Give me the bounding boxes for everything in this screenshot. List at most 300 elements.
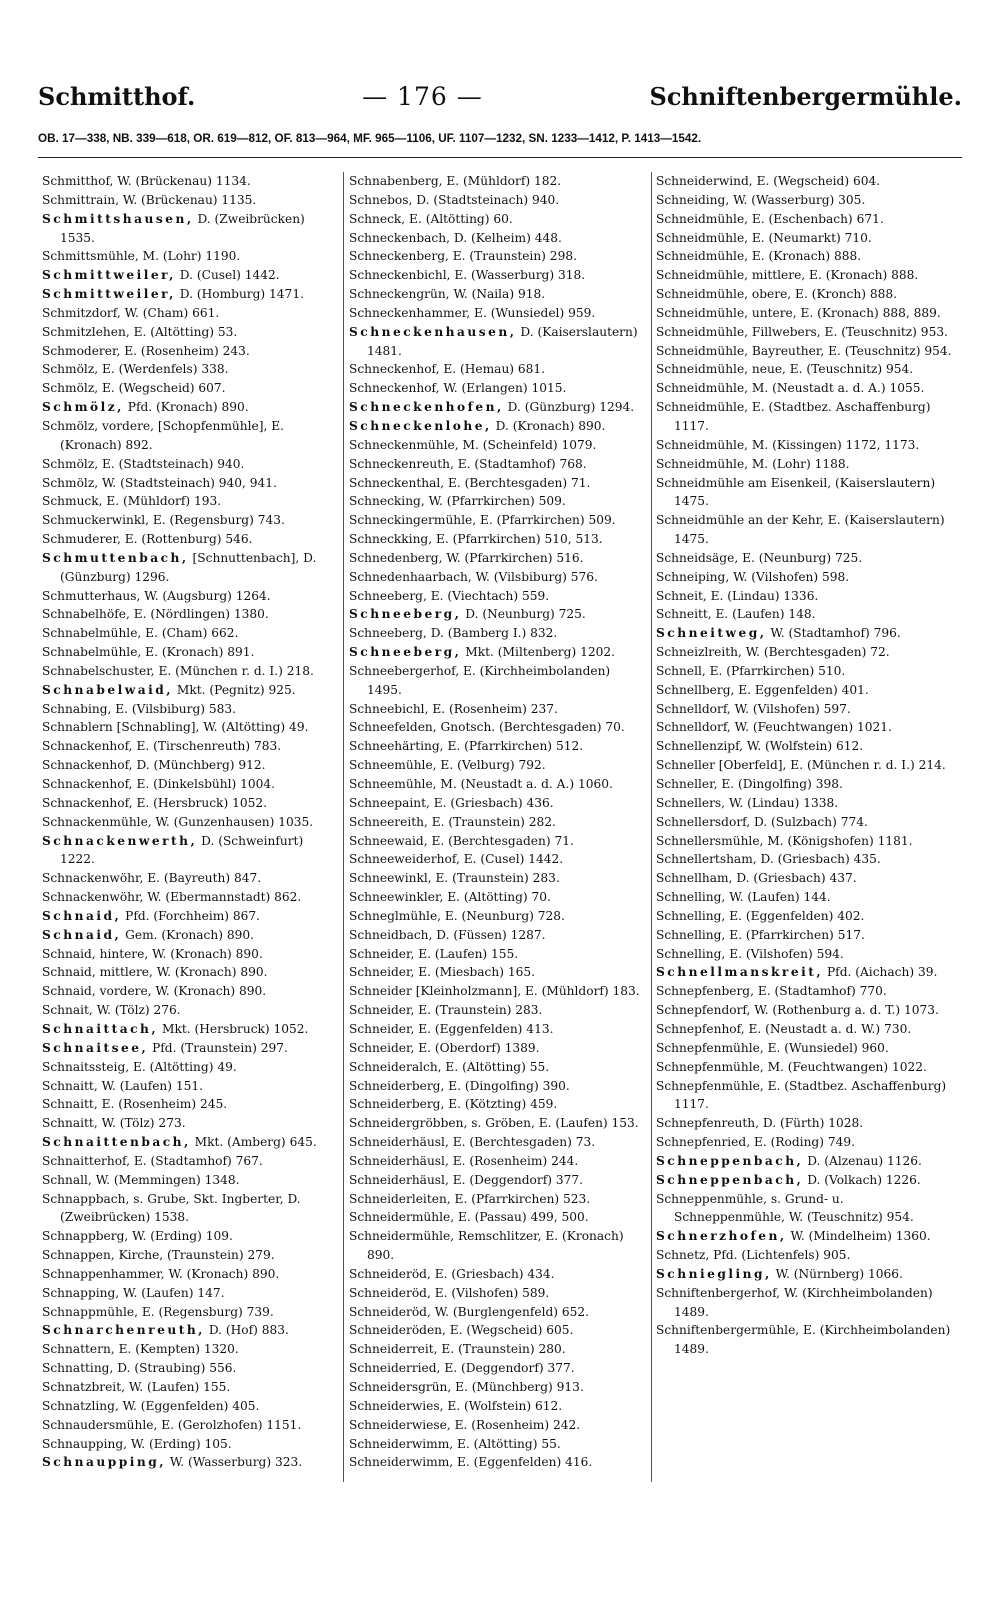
place-details: W. (Erlangen) 1015.	[443, 381, 567, 396]
place-name: Schneewinkl,	[349, 871, 432, 886]
gazetteer-entry	[349, 982, 647, 1001]
place-name: Schneiding,	[656, 192, 730, 207]
place-details: W. (Brückenau) 1134.	[117, 174, 251, 188]
place-name: Schneglmühle,	[349, 908, 442, 923]
place-name: Schnappmühle,	[42, 1304, 138, 1319]
place-details: W. (Burglengenfeld) 652.	[434, 1304, 590, 1319]
place-name: Schneiderwies,	[349, 1398, 444, 1413]
place-name: Schneckenbichl,	[349, 268, 451, 283]
place-details: E. (Rosenheim) 244.	[452, 1153, 579, 1168]
gazetteer-entry	[349, 1453, 647, 1472]
place-details: E. (Tirschenreuth) 783.	[136, 739, 282, 754]
gazetteer-entry	[656, 1171, 954, 1190]
place-name: Schneppenbach,	[656, 1153, 804, 1168]
place-name: Schnelling,	[656, 908, 726, 923]
place-details: W. (Vilsbiburg) 576.	[475, 569, 598, 584]
place-name: Schneckenlohe,	[349, 418, 492, 433]
place-name: Schneiderwiese,	[349, 1417, 451, 1432]
place-name: Schmuttenbach,	[42, 550, 189, 565]
place-details: E. (Altötting) 55.	[445, 1059, 550, 1074]
gazetteer-entry	[349, 775, 647, 794]
place-name: Schnaupping,	[42, 1436, 128, 1451]
place-name: Schmölz,	[42, 400, 124, 415]
place-details: E. (Werdenfels) 338.	[102, 362, 229, 377]
place-name: Schneckenhammer,	[349, 305, 471, 320]
place-details: E. (Velburg) 792.	[440, 758, 546, 773]
place-name: Schneefelden,	[349, 720, 437, 735]
place-name: Schmittsmühle,	[42, 249, 139, 264]
gazetteer-entry	[349, 210, 647, 229]
gazetteer-entry	[349, 323, 647, 361]
gazetteer-entry	[656, 323, 954, 342]
place-details: W. (Stadtamhof) 796.	[770, 626, 901, 641]
gazetteer-entry	[42, 982, 338, 1001]
gazetteer-entry	[349, 587, 647, 606]
place-details: D. (Kaiserslautern) 1481.	[367, 324, 638, 358]
gazetteer-entry	[656, 455, 954, 474]
place-details: W. (Wasserburg) 323.	[169, 1455, 303, 1470]
gazetteer-entry	[42, 247, 338, 266]
gazetteer-entry	[42, 963, 338, 982]
place-details: E. (Wegscheid) 607.	[102, 381, 226, 396]
place-name: Schnelling,	[656, 890, 726, 905]
place-name: Schnecking,	[349, 494, 425, 509]
gazetteer-entry	[42, 1397, 338, 1416]
gazetteer-entry	[349, 549, 647, 568]
gazetteer-entry	[42, 1246, 338, 1265]
gazetteer-entry	[656, 926, 954, 945]
place-name: Schnepfenmühle,	[656, 1078, 764, 1093]
gazetteer-entry	[656, 1190, 954, 1228]
place-name: Schnetz,	[656, 1248, 710, 1263]
gazetteer-entry	[349, 926, 647, 945]
place-details: D. (Homburg) 1471.	[179, 287, 304, 302]
gazetteer-entry	[349, 511, 647, 530]
place-name: Schnackenwöhr,	[42, 890, 144, 905]
place-details: E. (Regensburg) 739.	[141, 1304, 274, 1319]
place-details: E. (Stadtamhof) 768.	[457, 456, 587, 471]
place-details: E. (Regensburg) 743.	[152, 513, 285, 528]
gazetteer-entry	[349, 700, 647, 719]
gazetteer-entry	[349, 1303, 647, 1322]
gazetteer-entry	[349, 474, 647, 493]
place-name: Schneidmühle,	[656, 381, 749, 396]
gazetteer-entry	[349, 417, 647, 436]
place-name: Schneidermühle,	[349, 1210, 455, 1225]
gazetteer-entry	[42, 1095, 338, 1114]
place-name: Schnackenhof,	[42, 758, 133, 773]
gazetteer-entry	[656, 643, 954, 662]
place-name: Schneider,	[349, 965, 415, 980]
place-name: Schneiderreit,	[349, 1342, 438, 1357]
place-details: W. (Erding) 105.	[130, 1436, 232, 1451]
gazetteer-entry	[42, 1340, 338, 1359]
gazetteer-entry	[42, 1416, 338, 1435]
place-details: E. (Deggendorf) 377.	[452, 1172, 583, 1187]
place-name: Schneckenhofen,	[349, 400, 504, 415]
gazetteer-entry	[349, 1227, 647, 1265]
place-details: E. (Rosenheim) 242.	[454, 1417, 581, 1432]
place-details: E. (Hemau) 681.	[443, 362, 546, 377]
place-name: Schneiderried,	[349, 1361, 441, 1376]
gazetteer-entry	[42, 474, 338, 493]
place-details: M. (Lohr) 1188.	[751, 456, 850, 471]
place-name: Schneidmühle,	[656, 249, 749, 264]
place-details: E. (Eggenfelden) 402.	[729, 908, 865, 923]
place-name: Schneideralch,	[349, 1059, 442, 1074]
gazetteer-entry	[349, 1208, 647, 1227]
place-details: vordere, W. (Kronach) 890.	[99, 984, 267, 999]
place-details: am Eisenkeil, (Kaiserslautern) 1475.	[674, 475, 936, 509]
gazetteer-entry	[656, 511, 954, 549]
page-header	[38, 74, 962, 118]
place-details: Remschlitzer, E. (Kronach) 890.	[367, 1229, 624, 1263]
place-details: E. (Rosenheim) 243.	[124, 343, 250, 358]
place-details: D. (Volkach) 1226.	[807, 1172, 921, 1187]
place-details: E. (Wasserburg) 318.	[454, 268, 586, 283]
gazetteer-entry	[42, 1227, 338, 1246]
place-details: W. (Ebermannstadt) 862.	[147, 890, 302, 905]
gazetteer-entry	[42, 1359, 338, 1378]
place-name: Schneebichl,	[349, 701, 429, 716]
place-details: E. (Pfarrkirchen) 510, 513.	[435, 532, 603, 547]
gazetteer-entry	[656, 210, 954, 229]
place-details: M. (Neustadt a. d. A.) 1060.	[440, 777, 613, 791]
place-name: Schmittrain,	[42, 192, 119, 207]
gazetteer-entry	[42, 492, 338, 511]
place-name: Schnaitt,	[42, 1097, 98, 1112]
gazetteer-entry	[349, 1340, 647, 1359]
gazetteer-entry	[42, 1077, 338, 1096]
gazetteer-entry	[42, 945, 338, 964]
place-name: Schnaid,	[42, 927, 122, 942]
place-name: Schneidmühle,	[656, 343, 749, 358]
place-name: Schnepfenmühle,	[656, 1059, 764, 1074]
place-name: Schnepfenhof,	[656, 1021, 745, 1036]
gazetteer-entry	[42, 794, 338, 813]
place-name: Schneiderhäusl,	[349, 1153, 449, 1168]
place-details: E. (Griesbach) 434.	[434, 1266, 555, 1281]
gazetteer-entry	[656, 1265, 954, 1284]
place-details: obere, E. (Kronch) 888.	[751, 287, 898, 302]
place-details: E. (Pfarrkirchen) 517.	[729, 927, 865, 942]
place-details: D. (Griesbach) 435.	[760, 852, 881, 867]
place-name: Schnabing,	[42, 701, 112, 716]
place-details: E. (Neunburg) 728.	[444, 908, 565, 923]
gazetteer-entry	[349, 1416, 647, 1435]
place-name: Schneitt,	[656, 607, 712, 622]
place-details: W. (Memmingen) 1348.	[95, 1172, 240, 1187]
place-name: Schnellenzipf,	[656, 739, 744, 754]
place-name: Schnabelmühle,	[42, 626, 142, 641]
gazetteer-entry	[349, 1020, 647, 1039]
place-name: Schneckenreuth,	[349, 456, 454, 471]
place-details: D. (Alzenau) 1126.	[807, 1153, 922, 1168]
place-name: Schneiderhäusl,	[349, 1172, 449, 1187]
place-details: E. (Cusel) 1442.	[463, 852, 564, 867]
gazetteer-entry	[349, 360, 647, 379]
place-name: Schneideröden,	[349, 1323, 446, 1338]
place-name: Schnackenhof,	[42, 739, 133, 754]
place-name: Schneeweiderhof,	[349, 852, 460, 867]
place-details: E. (Laufen) 148.	[715, 607, 816, 622]
place-name: Schnelling,	[656, 946, 726, 961]
gazetteer-entry	[42, 417, 338, 455]
gazetteer-entry	[656, 1321, 954, 1359]
place-name: Schnepfenried,	[656, 1135, 751, 1150]
gazetteer-entry	[42, 172, 338, 191]
gazetteer-entry	[656, 172, 954, 191]
gazetteer-entry	[656, 549, 954, 568]
place-name: Schnelldorf,	[656, 701, 731, 716]
gazetteer-entry	[349, 945, 647, 964]
place-details: E. Eggenfelden) 401.	[738, 682, 869, 697]
gazetteer-entry	[656, 398, 954, 436]
place-name: Schnatting,	[42, 1361, 114, 1376]
place-details: E. (Laufen) 155.	[418, 946, 519, 961]
place-details: W. (Augsburg) 1264.	[144, 588, 271, 603]
gazetteer-entry	[349, 1001, 647, 1020]
gazetteer-entry	[42, 285, 338, 304]
place-name: Schneiderleiten,	[349, 1191, 451, 1206]
place-name: Schneppenmühle,	[656, 1191, 767, 1206]
place-details: W. (Tölz) 273.	[101, 1116, 186, 1131]
gazetteer-entry	[656, 1227, 954, 1246]
place-name: Schnackenhof,	[42, 777, 133, 791]
gazetteer-entry	[42, 1020, 338, 1039]
place-details: E. (Traunstein) 282.	[431, 814, 556, 829]
gazetteer-entry	[349, 172, 647, 191]
place-name: Schnaitterhof,	[42, 1153, 131, 1168]
place-name: Schneller	[656, 758, 715, 773]
place-details: E. (Gerolzhofen) 1151.	[161, 1417, 302, 1432]
place-details: Mkt. (Amberg) 645.	[194, 1135, 317, 1150]
place-details: E. (Berchtesgaden) 73.	[452, 1135, 596, 1150]
place-name: Schmölz,	[42, 362, 99, 377]
place-name: Schneider,	[349, 946, 415, 961]
gazetteer-entry	[349, 229, 647, 248]
place-details: E. (Dinkelsbühl) 1004.	[136, 777, 276, 791]
place-name: Schneizlreith,	[656, 645, 742, 660]
gazetteer-entry	[349, 568, 647, 587]
district-legend: OB. 17—338, NB. 339—618, OR. 619—812, OF. 813—964, MF. 965—1106, UF. 1107—1232, SN. 1233—1412, P. 1413—1542.	[38, 132, 702, 145]
gazetteer-entry	[42, 756, 338, 775]
place-details: untere, E. (Kronach) 888, 889.	[751, 305, 941, 320]
place-details: Pfd. (Traunstein) 297.	[152, 1040, 288, 1055]
place-name: Schneiderwimm,	[349, 1436, 454, 1451]
place-details: E. (Oberdorf) 1389.	[418, 1040, 540, 1055]
gazetteer-entry	[656, 1133, 954, 1152]
gazetteer-entry	[656, 907, 954, 926]
place-details: Kirche, (Traunstein) 279.	[118, 1248, 275, 1263]
place-name: Schmittweiler,	[42, 268, 176, 283]
place-details: E. (Cham) 662.	[145, 626, 239, 641]
gazetteer-entry	[349, 888, 647, 907]
place-details: D. (Münchberg) 912.	[136, 758, 266, 773]
place-name: Schneidmühle,	[656, 287, 749, 302]
place-name: Schneidergröbben,	[349, 1116, 468, 1131]
place-details: an der Kehr, E. (Kaiserslautern) 1475.	[674, 513, 945, 547]
gazetteer-entry	[349, 718, 647, 737]
gazetteer-entry	[656, 700, 954, 719]
gazetteer-column-1	[42, 172, 338, 1482]
gazetteer-entry	[42, 605, 338, 624]
place-name: Schnabelschuster,	[42, 663, 155, 678]
gazetteer-entry	[42, 1133, 338, 1152]
place-details: E. (Kirchheimbolanden) 1495.	[367, 663, 611, 697]
place-details: Fillwebers, E. (Teuschnitz) 953.	[751, 324, 948, 339]
place-name: Schneiderwimm,	[349, 1455, 454, 1470]
place-details: E. (Neumarkt) 710.	[751, 230, 872, 245]
gazetteer-entry	[349, 1058, 647, 1077]
place-name: Schneepaint,	[349, 795, 430, 810]
gazetteer-entry	[42, 1284, 338, 1303]
header-last-entry: Schniftenbergermühle.	[649, 81, 962, 111]
place-details: E. (Nördlingen) 1380.	[133, 607, 269, 622]
place-details: E. (Kempten) 1320.	[118, 1342, 239, 1357]
place-name: Schneehärting,	[349, 739, 444, 754]
place-details: E. (Kronach) 891.	[145, 645, 255, 660]
place-name: Schneidmühle,	[656, 437, 749, 452]
place-name: Schnabenberg,	[349, 174, 443, 188]
place-details: D. (Stadtsteinach) 940.	[416, 192, 560, 207]
place-name: Schneidmühle,	[656, 400, 749, 415]
place-details: W. (Laufen) 151.	[101, 1078, 204, 1093]
gazetteer-entry	[656, 963, 954, 982]
gazetteer-entry	[656, 624, 954, 643]
gazetteer-entry	[349, 1190, 647, 1209]
place-name: Schmoderer,	[42, 343, 121, 358]
place-name: Schneereith,	[349, 814, 428, 829]
gazetteer-entry	[42, 342, 338, 361]
gazetteer-entry	[349, 492, 647, 511]
place-details: W. (Laufen) 144.	[729, 890, 831, 905]
gazetteer-entry	[656, 605, 954, 624]
place-details: E. (Pfarrkirchen) 509.	[480, 513, 616, 528]
place-details: s. Gröben, E. (Laufen) 153.	[471, 1116, 639, 1131]
gazetteer-entry	[656, 1001, 954, 1020]
place-name: Schmittweiler,	[42, 287, 176, 302]
place-details: E. (Kronach) 888.	[751, 249, 862, 264]
place-name: Schnaitt,	[42, 1078, 98, 1093]
place-name: Schneewaid,	[349, 833, 428, 848]
header-first-entry: Schmitthof.	[38, 81, 196, 111]
gazetteer-entry	[42, 360, 338, 379]
gazetteer-entry	[42, 1303, 338, 1322]
place-details: W. (Eggenfelden) 405.	[122, 1398, 260, 1413]
gazetteer-entry	[656, 247, 954, 266]
gazetteer-entry	[42, 191, 338, 210]
gazetteer-entry	[656, 1077, 954, 1115]
place-name: Schnaudersmühle,	[42, 1417, 158, 1432]
place-name: Schnellberg,	[656, 682, 735, 697]
place-name: Schnellersdorf,	[656, 814, 751, 829]
gazetteer-entry	[349, 813, 647, 832]
place-details: E. (Wunsiedel) 960.	[767, 1040, 889, 1055]
gazetteer-entry	[656, 266, 954, 285]
gazetteer-entry	[349, 191, 647, 210]
place-name: Schmuckerwinkl,	[42, 513, 150, 528]
place-details: D. (Zweibrücken) 1535.	[60, 211, 305, 245]
place-name: Schneckengrün,	[349, 287, 450, 302]
place-name: Schnaittach,	[42, 1021, 159, 1036]
gazetteer-entry	[656, 1020, 954, 1039]
gazetteer-entry	[349, 1397, 647, 1416]
place-details: D. (Cusel) 1442.	[179, 268, 280, 283]
gazetteer-entry	[656, 794, 954, 813]
place-name: Schneidmühle,	[656, 362, 749, 377]
gazetteer-entry	[656, 1039, 954, 1058]
place-name: Schneidsäge,	[656, 550, 739, 565]
place-name: Schnepfenberg,	[656, 984, 754, 999]
place-name: Schneider,	[349, 1040, 415, 1055]
place-name: Schneckenhof,	[349, 362, 440, 377]
place-details: E. (Mühldorf) 193.	[106, 494, 222, 509]
place-name: Schnedenberg,	[349, 550, 443, 565]
gazetteer-entry	[42, 643, 338, 662]
place-name: Schnaid,	[42, 965, 96, 980]
gazetteer-entry	[349, 1039, 647, 1058]
place-details: [Schnuttenbach], D. (Günzburg) 1296.	[60, 550, 317, 584]
gazetteer-entry	[349, 1284, 647, 1303]
gazetteer-entry	[42, 549, 338, 587]
place-details: M. (Lohr) 1190.	[142, 249, 241, 264]
gazetteer-entry	[349, 662, 647, 700]
gazetteer-entry	[42, 1378, 338, 1397]
place-name: Schneckingermühle,	[349, 513, 477, 528]
place-details: M. (Scheinfeld) 1079.	[462, 437, 597, 452]
place-name: Schnebos,	[349, 192, 413, 207]
place-name: Schneller,	[656, 777, 718, 791]
gazetteer-entry	[349, 1171, 647, 1190]
place-name: Schmitzdorf,	[42, 305, 121, 320]
place-details: Pfd. (Kronach) 890.	[127, 400, 249, 415]
gazetteer-entry	[349, 379, 647, 398]
place-details: E. (Traunstein) 283.	[418, 1003, 543, 1018]
place-details: s. Grube, Skt. Ingberter, D. (Zweibrücken) 1538.	[60, 1191, 301, 1225]
gazetteer-entry	[656, 1284, 954, 1322]
place-details: E. (Pfarrkirchen) 512.	[447, 739, 584, 754]
place-details: E. (Münchberg) 913.	[455, 1380, 584, 1394]
place-details: mittlere, E. (Kronach) 888.	[751, 268, 919, 283]
place-details: M. (Kissingen) 1172, 1173.	[751, 437, 920, 452]
gazetteer-entry	[656, 379, 954, 398]
place-name: Schnabelmühle,	[42, 645, 142, 660]
gazetteer-entry	[42, 926, 338, 945]
place-name: Schnall,	[42, 1172, 92, 1187]
place-details: E. (München r. d. I.) 218.	[158, 663, 314, 678]
place-details: E. (Pfarrkirchen) 523.	[454, 1191, 591, 1206]
place-details: E. (Lindau) 1336.	[710, 588, 819, 603]
place-name: Schnepfenmühle,	[656, 1040, 764, 1055]
place-name: Schneideröd,	[349, 1304, 431, 1319]
place-details: E. (Kirchheimbolanden) 1489.	[674, 1323, 951, 1357]
place-details: D. (Griesbach) 437.	[736, 871, 857, 886]
gazetteer-entry	[349, 624, 647, 643]
place-name: Schnaid,	[42, 908, 122, 923]
gazetteer-entry	[349, 1114, 647, 1133]
place-details: [Oberfeld], E. (München r. d. I.) 214.	[718, 758, 946, 773]
gazetteer-entry	[42, 832, 338, 870]
gazetteer-entry	[349, 794, 647, 813]
place-name: Schnelldorf,	[656, 720, 731, 735]
place-name: Schnappbach,	[42, 1191, 130, 1206]
gazetteer-entry	[656, 587, 954, 606]
column-divider	[651, 172, 652, 1482]
place-name: Schnaitssteig,	[42, 1059, 130, 1074]
place-name: Schniegling,	[656, 1266, 772, 1281]
gazetteer-entry	[656, 474, 954, 512]
